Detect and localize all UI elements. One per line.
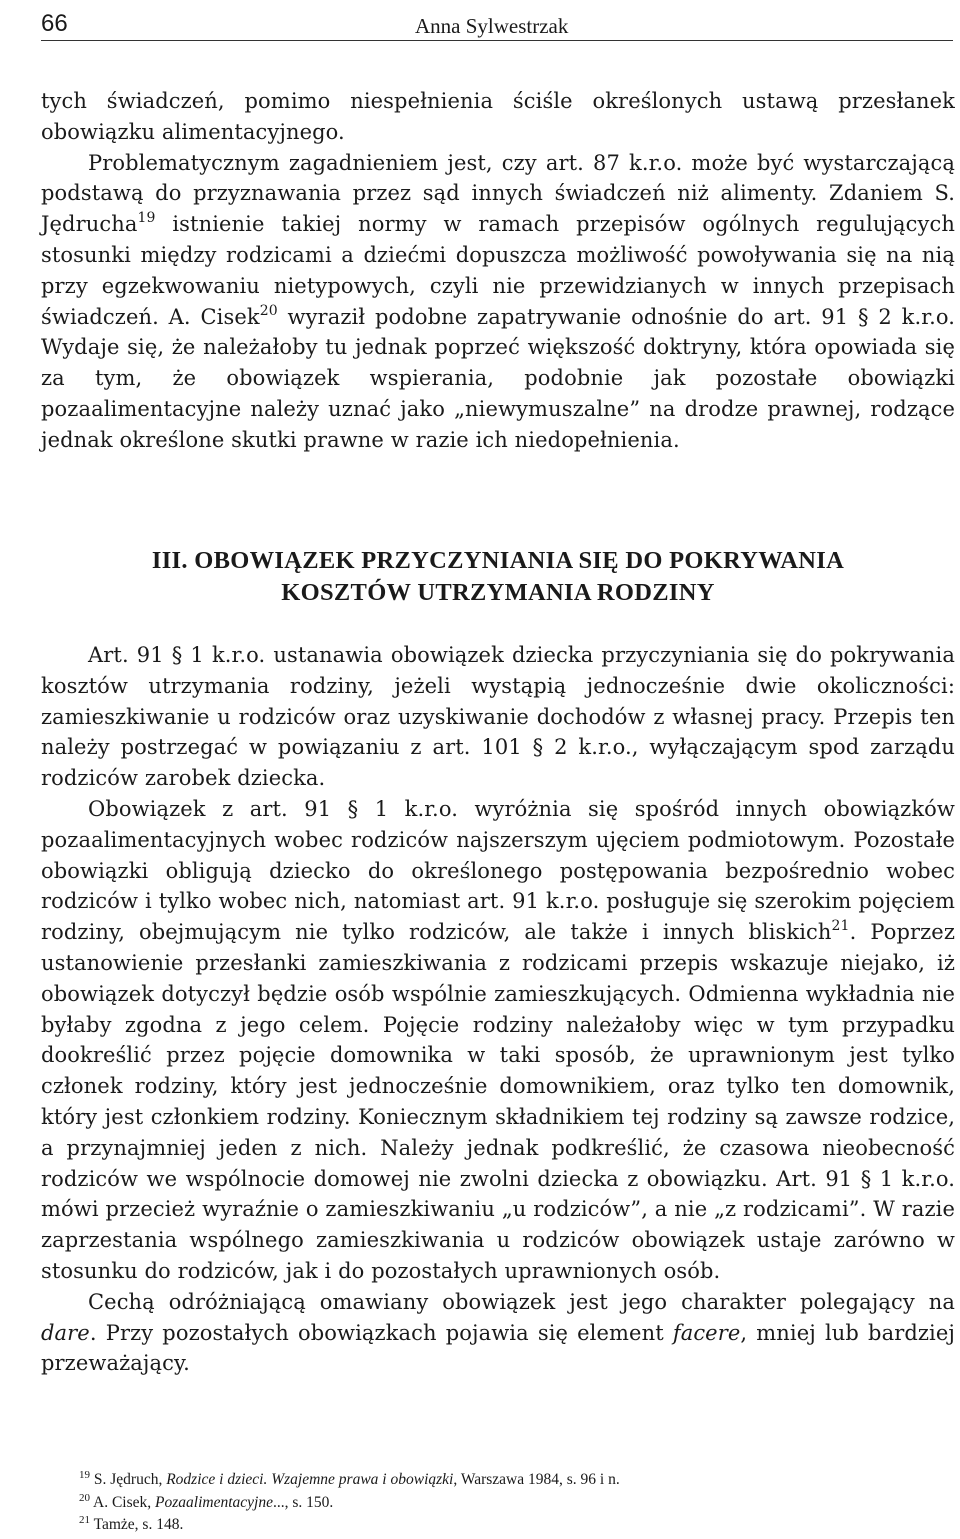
term-dare: dare (41, 1320, 90, 1345)
footnote-ref-20: 20 (259, 302, 278, 319)
footnote-21: $^{21}$ Tamże, s. 148. (79, 1514, 184, 1533)
running-header (41, 6, 953, 41)
footnote-ref-19: 19 (137, 210, 156, 227)
paragraph-obligation: Obowiązek z art. 91 § 1 k.r.o. wyróżnia się spośród innych obowiązków pozaalimentacyjnych wobec rodziców najszerszym ujęciem podmiotowym. Pozostałe obowiązki obligują dziecko do określonego postępowania bezpośrednio wobec rodziców i tylko wobec nich, natomiast art. 91 k.r.o. posługuje się szerokim pojęciem rodziny, obejmującym nie tylko rodziców, ale także i innych bliskich$^{21}$. Poprzez ustanowienie przesłanki zamieszkiwania z rodzicami przepis wskazuje niejako, iż obowiązek dotyczył będzie osób wspólnie zamieszkujących. Odmienna wykładnia nie byłaby zgodna z jego celem. Pojęcie rodziny należałoby więc w tym przypadku dookreślić przez pojęcie domownika w taki sposób, że uprawnionym jest tylko członek rodziny, który jest jednocześnie domownikiem, oraz tylko ten domownik, który jest członkiem rodziny. Koniecznym składnikiem tej rodziny są zawsze rodzice, a przynajmniej jeden z nich. Należy jednak podkreślić, że czasowa nieobecność rodziców we wspólnocie domowej nie zwolni dziecka z obowiązku. Art. 91 § 1 k.r.o. mówi przecież wyraźnie o zamieszkiwaniu „u rodziców”, a nie „z rodzicami”. W razie zaprzestania wspólnego zamieszkiwania u rodziców obowiązek ustaje zarówno w stosunku do rodziców, jak i do pozostałych uprawnionych osób. (41, 796, 956, 1283)
page-number: 66 (41, 10, 68, 37)
footnote-20: $^{20}$ A. Cisek, Pozaalimentacyjne..., s. 150. (79, 1491, 334, 1511)
author-running-head: Anna Sylwestrzak (415, 14, 569, 38)
paragraph-art-91: Art. 91 § 1 k.r.o. ustanawia obowiązek dziecka przyczyniania się do pokrywania kosztów utrzymania rodziny, jeżeli wystąpią jednocześnie dwie okoliczności: zamieszkiwanie u rodziców oraz uzyskiwanie dochodów z własnej pracy. Przepis ten należy postrzegać w powiązaniu z art. 101 § 2 k.r.o., wyłączającym spod zarządu rodziców zarobek dziecka. (41, 643, 955, 791)
paragraph-continued: tych świadczeń, pomimo niespełnienia ściśle określonych ustawą przesłanek obowiązku alimentacyjnego. (41, 89, 955, 144)
heading-line-1: III. OBOWIĄZEK PRZYCZYNIANIA SIĘ DO POKRYWANIA (151, 547, 845, 574)
term-facere: facere (672, 1320, 741, 1345)
section-heading (41, 545, 955, 609)
body-section-1 (41, 86, 955, 456)
footnote-ref-21: 21 (831, 918, 850, 935)
footnotes (79, 1469, 939, 1537)
body-section-2 (41, 640, 955, 1379)
footnote-19: $^{19}$ S. Jędruch, Rodzice i dzieci. Wzajemne prawa i obowiązki, Warszawa 1984, s. 96 i n. (79, 1469, 620, 1488)
paragraph-character: Cechą odróżniającą omawiany obowiązek jest jego charakter polegający na dare. Przy pozostałych obowiązkach pojawia się element facere, mniej lub bardziej przeważający. (41, 1289, 955, 1376)
paragraph-problematic: Problematycznym zagadnieniem jest, czy art. 87 k.r.o. może być wystarczającą podstawą do przyznawania przez sąd innych świadczeń niż alimenty. Zdaniem S. Jędrucha$^{19}$ istnienie takiej normy w ramach przepisów ogólnych regulujących stosunki między rodzicami a dziećmi dopuszcza możliwość powoływania się na nią przy egzekwowaniu nietypowych, czyli nie przewidzianych w innych przepisach świadczeń. A. Cisek$^{20}$ wyraził podobne zapatrywanie odnośnie do art. 91 § 2 k.r.o. Wydaje się, że należałoby tu jednak poprzeć większość doktryny, która opowiada się za tym, że obowiązek wspierania, podobnie jak pozostałe obowiązki pozaalimentacyjne należy uznać jako „niewymuszalne” na drodze prawnej, rodzące jednak określone skutki prawne w razie ich niedopełnienia. (41, 150, 955, 452)
heading-line-2: KOSZTÓW UTRZYMANIA RODZINY (281, 579, 715, 606)
